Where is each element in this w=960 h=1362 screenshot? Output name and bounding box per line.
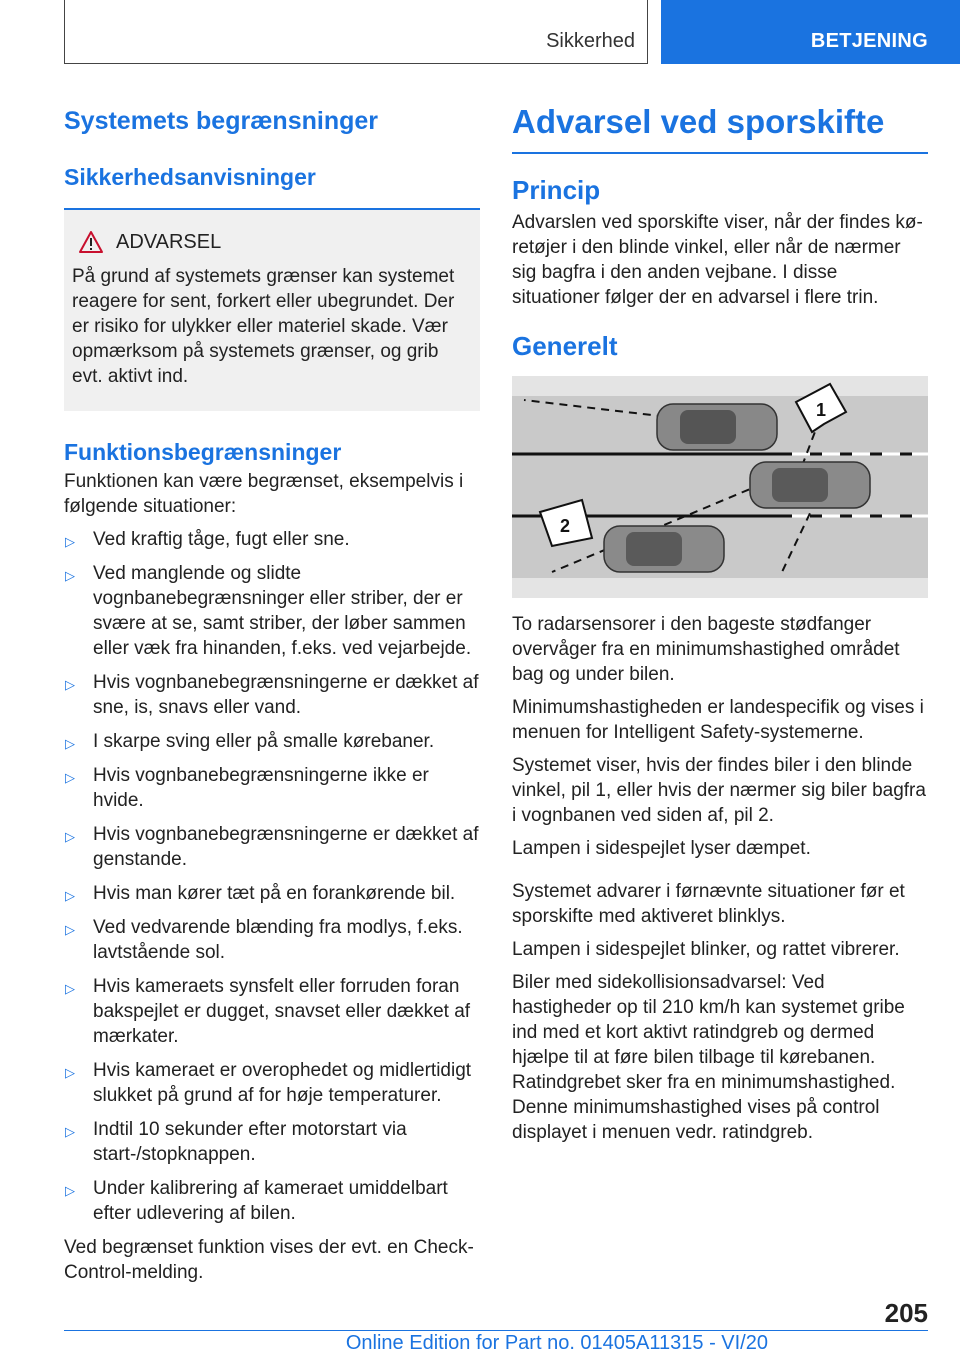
paragraph: Minimumshastigheden er landespecifik og vises i menuen for Intelligent Safety-systemerne. <box>512 697 924 743</box>
princip-title: Princip <box>512 175 601 205</box>
paragraph: Lampen i sidespejlet blinker, og rattet vibrerer. <box>512 939 900 960</box>
blind-spot-illustration <box>512 376 928 598</box>
paragraph: Systemet viser, hvis der findes biler i den blinde vinkel, pil 1, eller hvis der nærmer sig biler bagfra i vognbanen ved siden af, pil 2. <box>512 755 926 826</box>
list-item: ▷ Hvis vognbanebegrænsningerne ikke er hvide. <box>65 765 429 811</box>
header-chapter-tab <box>661 0 960 64</box>
triangle-bullet-icon: ▷ <box>65 534 75 549</box>
list-item: ▷ Hvis kameraet er overophedet og midlertidigt slukket på grund af for høje temperaturer. <box>65 1060 472 1106</box>
list-item: ▷ Hvis kameraets synsfelt eller forruden foran bakspejlet er dugget, snavset eller dækket af mærkater. <box>65 976 471 1047</box>
triangle-bullet-icon: ▷ <box>65 981 75 996</box>
header-chapter-label: BETJENING <box>810 30 928 52</box>
chapter-rule <box>512 152 928 154</box>
triangle-bullet-icon: ▷ <box>65 829 75 844</box>
triangle-bullet-icon: ▷ <box>65 922 75 937</box>
warning-triangle-icon <box>78 230 104 254</box>
section-title: Systemets begrænsninger <box>64 107 378 135</box>
list-item: ▷ Ved kraftig tåge, fugt eller sne. <box>64 527 480 552</box>
list-item: ▷ Indtil 10 sekunder efter motorstart via start-/stopknappen. <box>65 1119 407 1165</box>
paragraph: To radarsensorer i den bageste stødfanger overvåger fra en minimumshastighed området bag og under bilen. <box>512 614 900 685</box>
triangle-bullet-icon: ▷ <box>65 1124 75 1139</box>
paragraph: Biler med sidekollisionsadvarsel: Ved hastigheder op til 210 km/h kan systemet gribe ind med et kort aktivt ratindgreb og dermed hjælpe til at føre bilen tilbage til kørebanen. Ratindgrebet sker fra en minimumshastighed. Denne minimumshastighed vises på control displayet i menuen vedr. ratindgreb. <box>512 972 905 1143</box>
triangle-bullet-icon: ▷ <box>65 1065 75 1080</box>
svg-text:1: 1 <box>816 400 827 420</box>
list-item: ▷ I skarpe sving eller på smalle kørebaner. <box>64 729 480 754</box>
triangle-bullet-icon: ▷ <box>65 888 75 903</box>
left-column <box>64 96 480 1285</box>
footer-rule <box>64 1330 928 1331</box>
chapter-title: Advarsel ved sporskifte <box>512 103 885 140</box>
footer-edition: Online Edition for Part no. 01405A11315 - VI/20 <box>345 1332 768 1354</box>
generelt-title: Generelt <box>512 331 618 361</box>
road-diagram <box>512 376 928 598</box>
princip-text: Advarslen ved sporskifte viser, når der findes kø-retøjer i den blinde vinkel, eller når de nærmer sig bagfra i den anden vejbane. I disse situationer følger der en advarsel i flere trin. <box>512 212 923 308</box>
closing-text: Ved begrænset funktion vises der evt. en Check-Control-melding. <box>64 1237 474 1283</box>
car-approaching-icon <box>604 526 724 572</box>
triangle-bullet-icon: ▷ <box>65 770 75 785</box>
func-intro: Funktionen kan være begrænset, eksempelvis i følgende situationer: <box>64 471 464 517</box>
paragraph: Lampen i sidespejlet lyser dæmpet. <box>512 838 811 859</box>
limitations-list <box>64 527 480 1226</box>
warning-head <box>72 230 470 254</box>
warning-text: På grund af systemets grænser kan systemet reagere for sent, forkert eller ubegrundet. Der er risiko for ulykker eller materiel skade. Vær opmærksom på systemets grænser, og grib evt. aktivt ind. <box>72 266 455 387</box>
list-item: ▷ Under kalibrering af kameraet umiddelbart efter udlevering af bilen. <box>65 1178 448 1224</box>
list-item: ▷ Hvis man kører tæt på en forankørende bil. <box>64 881 480 906</box>
triangle-bullet-icon: ▷ <box>65 736 75 751</box>
triangle-bullet-icon: ▷ <box>65 677 75 692</box>
list-item: ▷ Ved manglende og slidte vognbanebegrænsninger eller striber, der er svære at se, samt striber, der løber sammen eller væk fra hinanden, f.eks. ved vejarbejde. <box>65 563 472 659</box>
warning-label: ADVARSEL <box>116 230 222 253</box>
warning-box <box>64 210 480 411</box>
func-title: Funktionsbegrænsninger <box>64 439 342 465</box>
triangle-bullet-icon: ▷ <box>65 568 75 583</box>
car-blind-spot-icon <box>657 404 777 450</box>
page-number: 205 <box>884 1298 928 1328</box>
right-column <box>512 96 928 1145</box>
list-item: ▷ Hvis vognbanebegrænsningerne er dækket af genstande. <box>65 824 479 870</box>
svg-text:2: 2 <box>560 516 571 536</box>
header-section-box <box>64 0 648 64</box>
car-own-icon <box>750 462 870 508</box>
header-section-label: Sikkerhed <box>546 30 635 52</box>
subsection-title: Sikkerhedsanvisninger <box>64 164 316 190</box>
paragraph: Systemet advarer i førnævnte situationer før et sporskifte med aktiveret blinklys. <box>512 881 905 927</box>
triangle-bullet-icon: ▷ <box>65 1183 75 1198</box>
list-item: ▷ Hvis vognbanebegrænsningerne er dækket af sne, is, snavs eller vand. <box>65 672 479 718</box>
list-item: ▷ Ved vedvarende blænding fra modlys, f.eks. lavtstående sol. <box>65 917 463 963</box>
